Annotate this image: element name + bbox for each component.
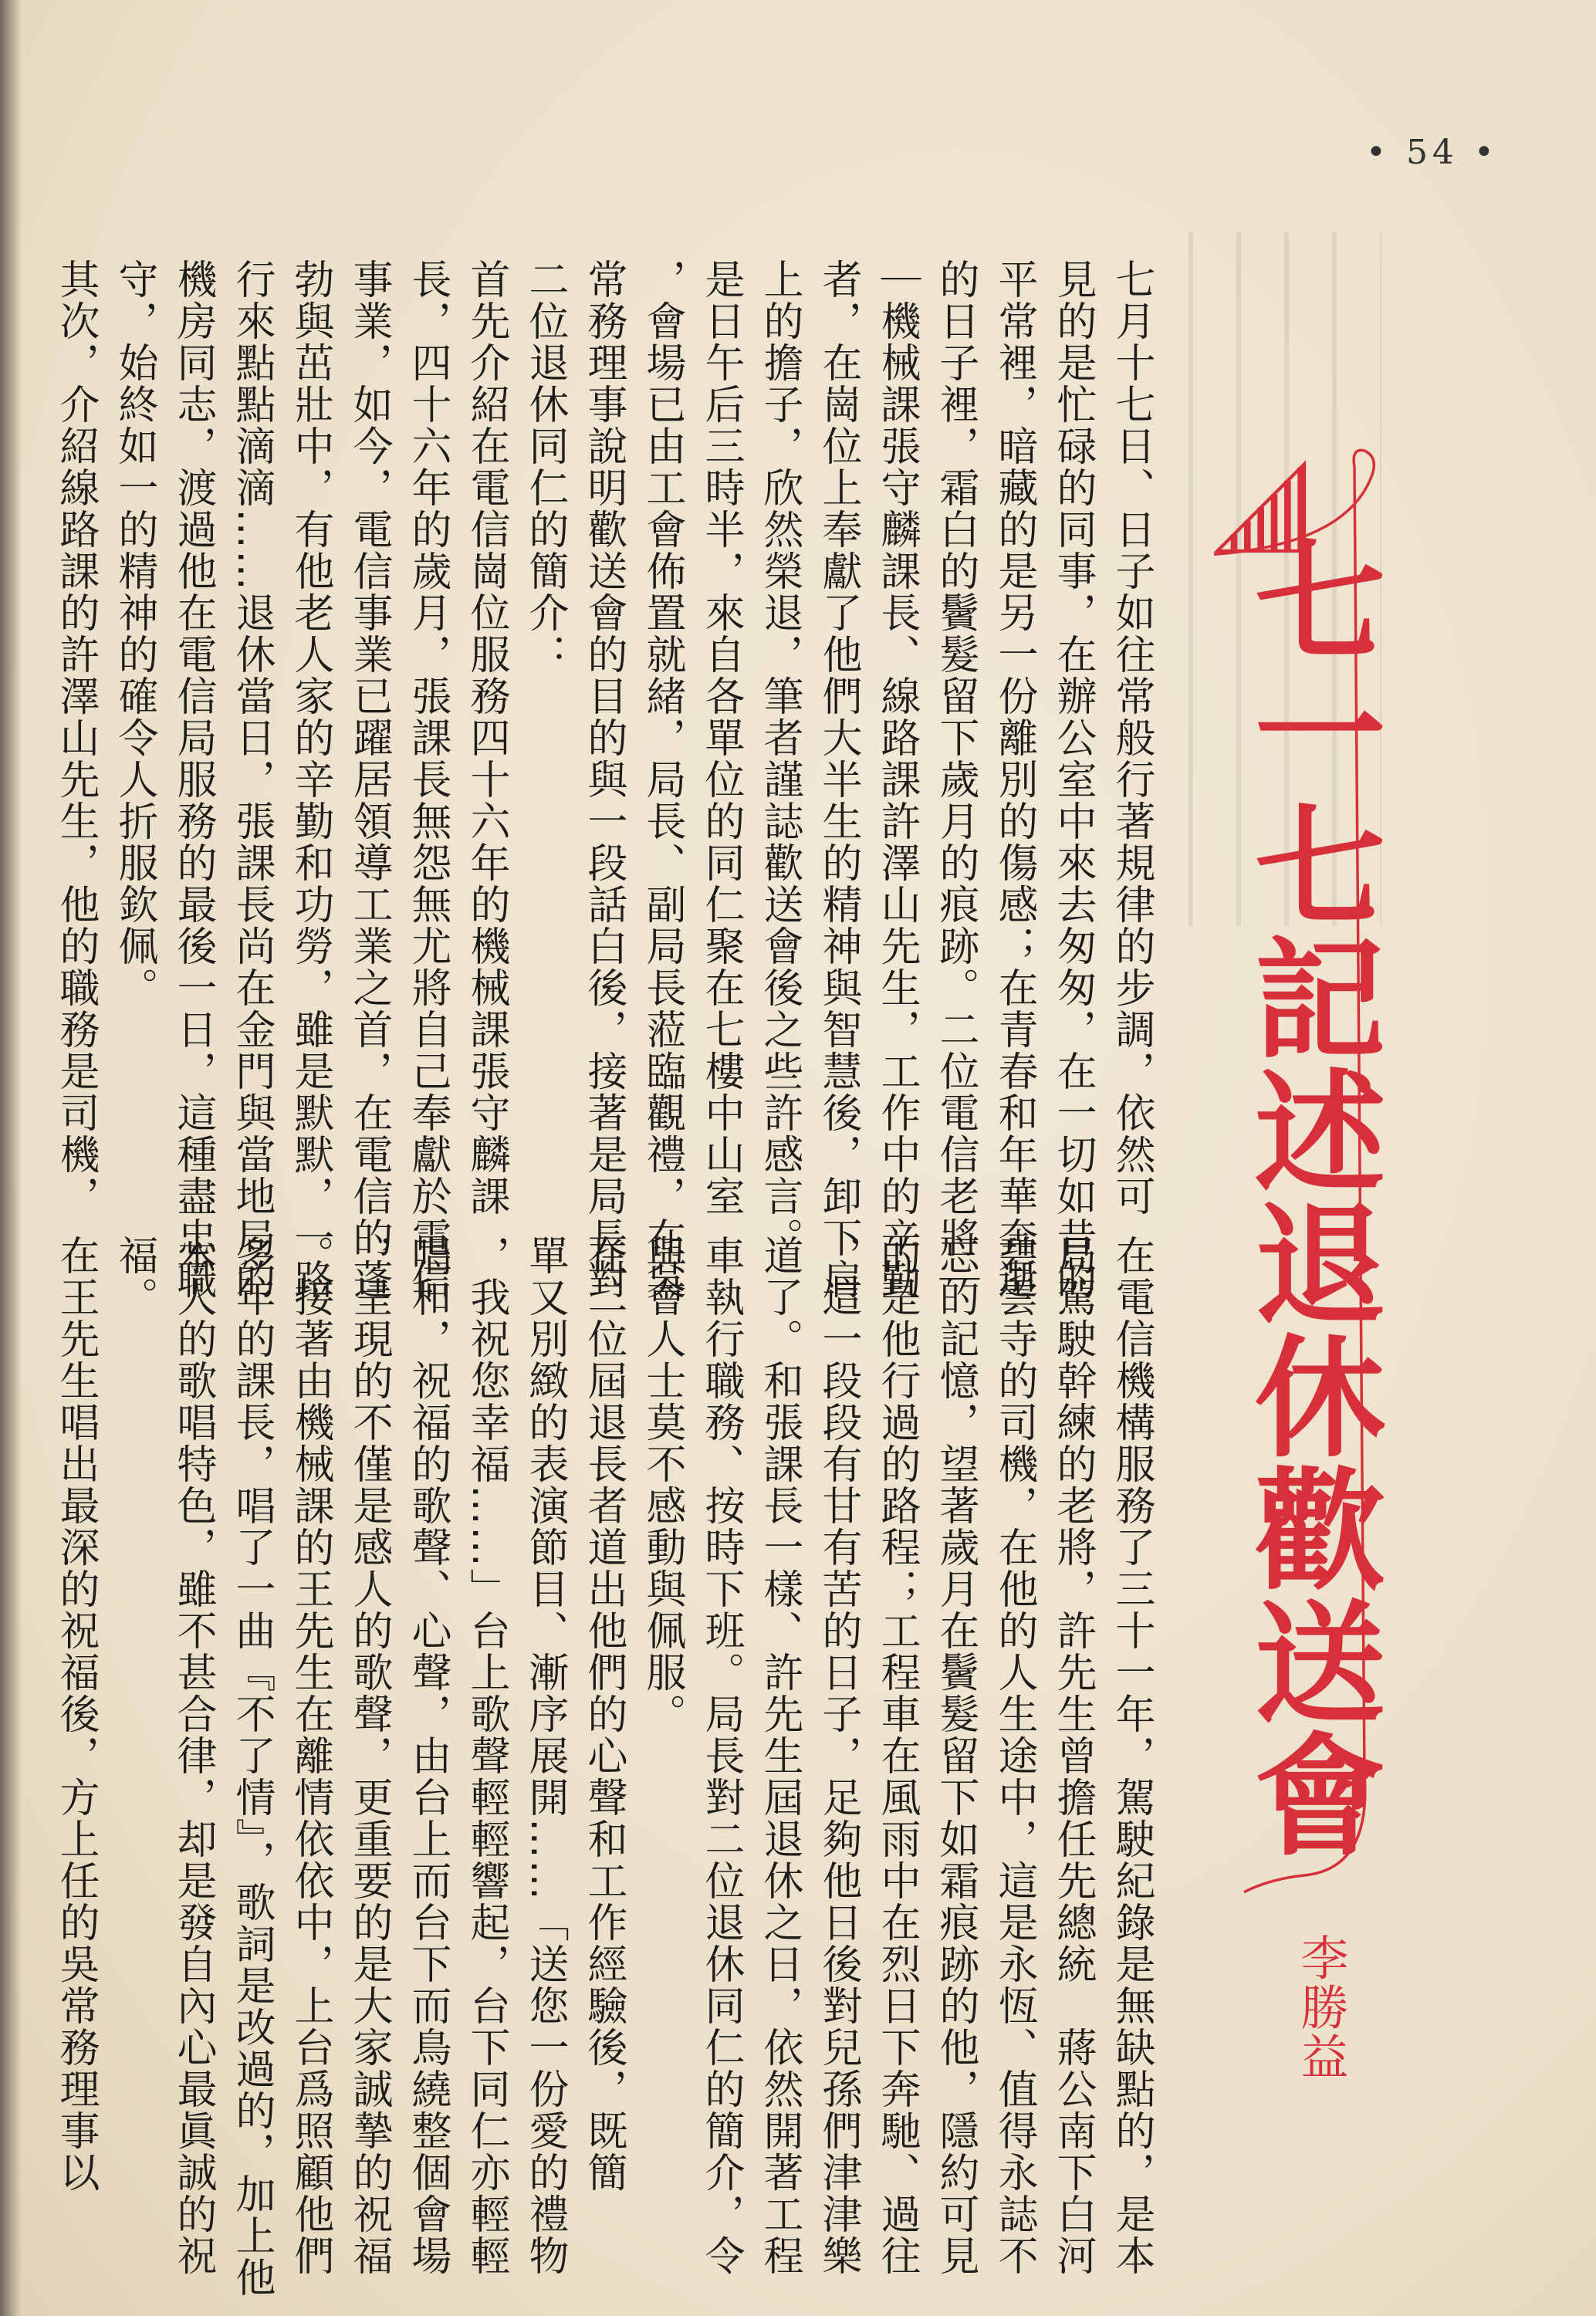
article-title: 七一七記述退休歡送會 — [1232, 533, 1385, 1860]
text-column: 在二位屆退長者道出他們的心聲和工作經驗後，既簡 — [580, 1235, 627, 2193]
text-column: 者，在崗位上奉獻了他們大半生的精神與智慧後，卸下肩 — [815, 259, 861, 1300]
text-column: 見的是忙碌的同事，在辦公室中來去匆匆，在一切如昔的 — [1050, 259, 1096, 1300]
text-column: 。接著由機械課的王先生在離情依依中，上台爲照顧他們 — [287, 1235, 333, 2277]
text-column: 在電信機構服務了三十一年，駕駛紀錄是無缺點的，是本 — [1108, 1235, 1155, 2277]
text-column: ，會場已由工會佈置就緒，局長、副局長蒞臨觀禮，在吳 — [639, 259, 685, 1300]
text-column: 的日子裡，霜白的鬢髮留下歲月的痕跡。二位電信老將｜ — [932, 259, 979, 1300]
article-author: 李勝益 — [1293, 1933, 1349, 2081]
page-number: • 54 • — [1366, 133, 1499, 172]
text-column: 單又別緻的表演節目、漸序展開……「送您一份愛的禮物 — [522, 1235, 568, 2277]
text-column: 常務理事說明歡送會的目的與一段話白後，接著是局長對 — [580, 259, 627, 1300]
text-column: 忘的記憶，望著歲月在鬢髮留下如霜痕跡的他，隱約可見 — [932, 1235, 979, 2277]
text-column: 碧雲寺的司機，在他的人生途中，這是永恆、值得永誌不 — [991, 1235, 1037, 2277]
text-column: ，呈現的不僅是感人的歌聲，更重要的是大家誠摯的祝福 — [346, 1235, 392, 2277]
text-column: 上的擔子，欣然榮退，筆者謹誌歡送會後之些許感言。 — [756, 259, 803, 1259]
text-column: 福。 — [111, 1235, 157, 1318]
text-column: 勃與茁壯中，有他老人家的辛勤和功勞，雖是默默，一路 — [287, 259, 333, 1300]
text-column: 本人的歌唱特色，雖不甚合律，却是發自內心最眞誠的祝 — [170, 1235, 216, 2277]
text-column: 長，四十六年的歲月，張課長無怨無尤將自己奉獻於電信 — [404, 259, 451, 1300]
text-column: 道了。和張課長一樣、許先生屆退休之日，依然開著工程 — [756, 1235, 803, 2277]
text-column: ，這一段段有甘有苦的日子，足夠他日後對兒孫們津津樂 — [815, 1235, 861, 2277]
text-column: 首先介紹在電信崗位服務四十六年的機械課張守麟課 — [463, 259, 509, 1217]
text-column: 是日午后三時半，來自各單位的同仁聚在七樓中山室 — [698, 259, 744, 1217]
text-column: 局駕駛幹練的老將，許先生曾擔任先總統 蔣公南下白河 — [1050, 1235, 1096, 2277]
text-column: 其次，介紹線路課的許澤山先生，他的職務是司機， — [52, 259, 99, 1217]
text-column: 在王先生唱出最深的祝福後，方上任的吳常務理事以 — [52, 1235, 99, 2193]
text-column: 與會人士莫不感動與佩服。 — [639, 1235, 685, 1735]
text-column: 行來點點滴滴……退休當日，張課長尚在金門與當地局的 — [228, 259, 275, 1300]
binding-shadow — [0, 0, 22, 2316]
text-column: 機房同志，渡過他在電信局服務的最後一日，這種盡忠職 — [170, 259, 216, 1300]
text-column: 事業，如今，電信事業已躍居領導工業之首，在電信的蓬 — [346, 259, 392, 1300]
text-column: 車執行職務、按時下班。局長對二位退休同仁的簡介，令 — [698, 1235, 744, 2277]
text-column: 多年的課長，唱了一曲『不了情』，歌詞是改過的，加上他 — [228, 1235, 275, 2298]
text-column: 二位退休同仁的簡介： — [522, 259, 568, 675]
text-column: 唱和，祝福的歌聲、心聲，由台上而台下而鳥繞整個會場 — [404, 1235, 451, 2277]
text-column: ｜機械課張守麟課長、線路課許澤山先生，工作中的辛勤 — [874, 259, 920, 1300]
text-column: 七月十七日、日子如往常般行著規律的步調，依然可 — [1108, 259, 1155, 1217]
text-column: 的是他行過的路程；工程車在風雨中在烈日下奔馳、過往 — [874, 1235, 920, 2277]
text-column: 守，始終如一的精神的確令人折服欽佩。 — [111, 259, 157, 1009]
text-column: 平常裡，暗藏的是另一份離別的傷感；在青春和年華奔逝 — [991, 259, 1037, 1300]
text-column: ，我祝您幸福……」台上歌聲輕輕響起，台下同仁亦輕輕 — [463, 1235, 509, 2277]
